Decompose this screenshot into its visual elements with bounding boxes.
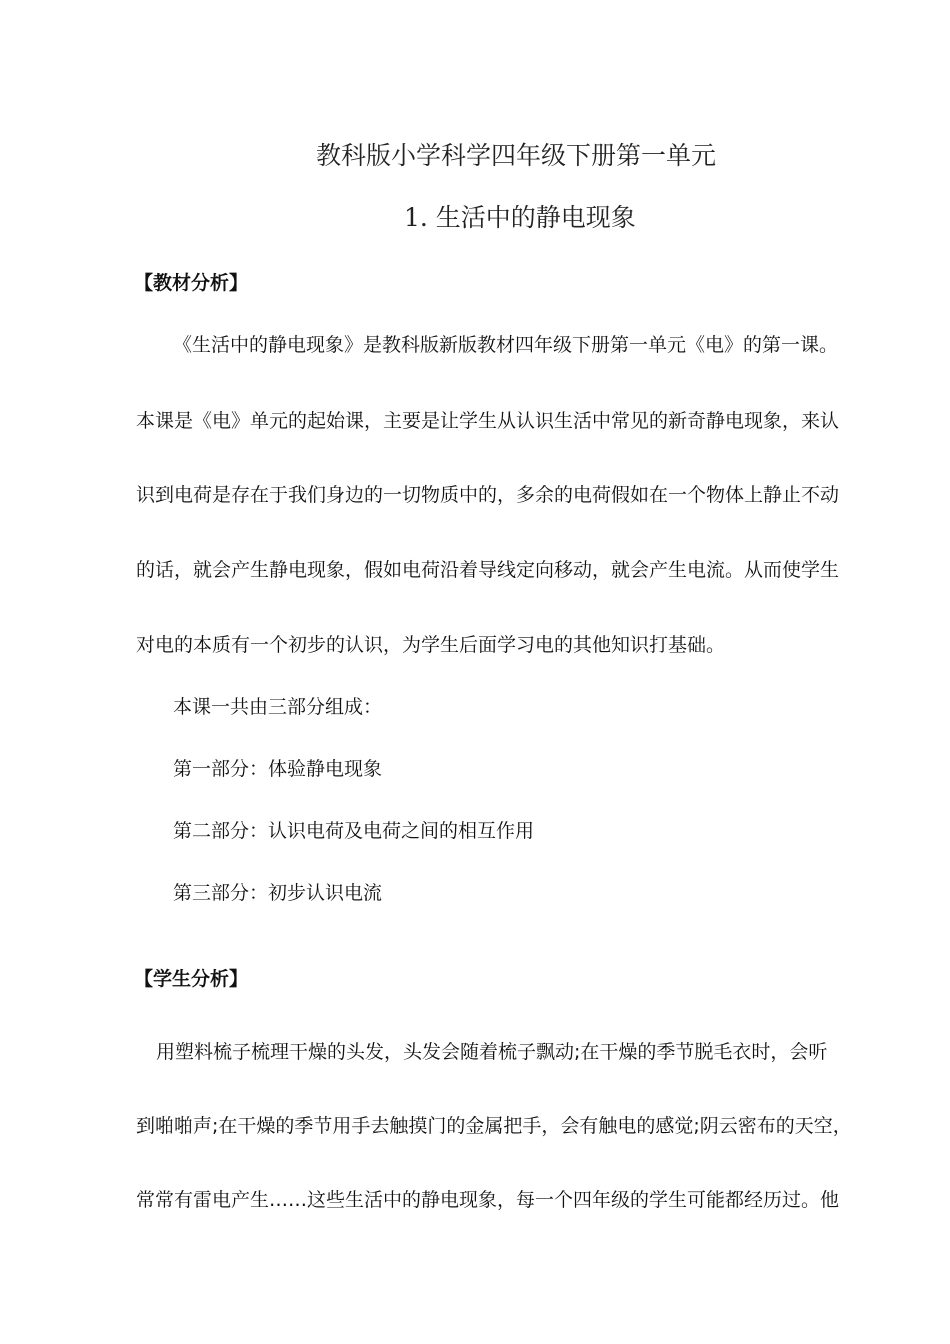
document-title: 教科版小学科学四年级下册第一单元	[316, 141, 717, 170]
lesson-title: 1. 生活中的静电现象	[404, 203, 636, 232]
section-heading-student-analysis: 【学生分析】	[134, 968, 249, 990]
paragraph-line: 本课是《电》单元的起始课，主要是让学生从认识生活中常见的新奇静电现象，来认	[136, 410, 840, 432]
paragraph-line: 《生活中的静电现象》是教科版新版教材四年级下册第一单元《电》的第一课。	[173, 334, 839, 356]
paragraph-line: 本课一共由三部分组成：	[173, 696, 383, 718]
paragraph-line: 识到电荷是存在于我们身边的一切物质中的，多余的电荷假如在一个物体上静止不动	[136, 484, 840, 506]
paragraph-line: 到啪啪声;在干燥的季节用手去触摸门的金属把手，会有触电的感觉;阴云密布的天空，	[136, 1115, 852, 1137]
list-item: 第三部分：初步认识电流	[173, 882, 383, 904]
paragraph-line: 对电的本质有一个初步的认识，为学生后面学习电的其他知识打基础。	[136, 634, 726, 656]
paragraph-line: 常常有雷电产生……这些生活中的静电现象，每一个四年级的学生可能都经历过。他	[136, 1189, 840, 1211]
list-item: 第二部分：认识电荷及电荷之间的相互作用	[173, 820, 535, 842]
list-item: 第一部分：体验静电现象	[173, 758, 383, 780]
paragraph-line: 用塑料梳子梳理干燥的头发，头发会随着梳子飘动;在干燥的季节脱毛衣时，会听	[156, 1041, 828, 1063]
section-heading-textbook-analysis: 【教材分析】	[134, 272, 249, 294]
paragraph-line: 的话，就会产生静电现象，假如电荷沿着导线定向移动，就会产生电流。从而使学生	[136, 559, 840, 581]
